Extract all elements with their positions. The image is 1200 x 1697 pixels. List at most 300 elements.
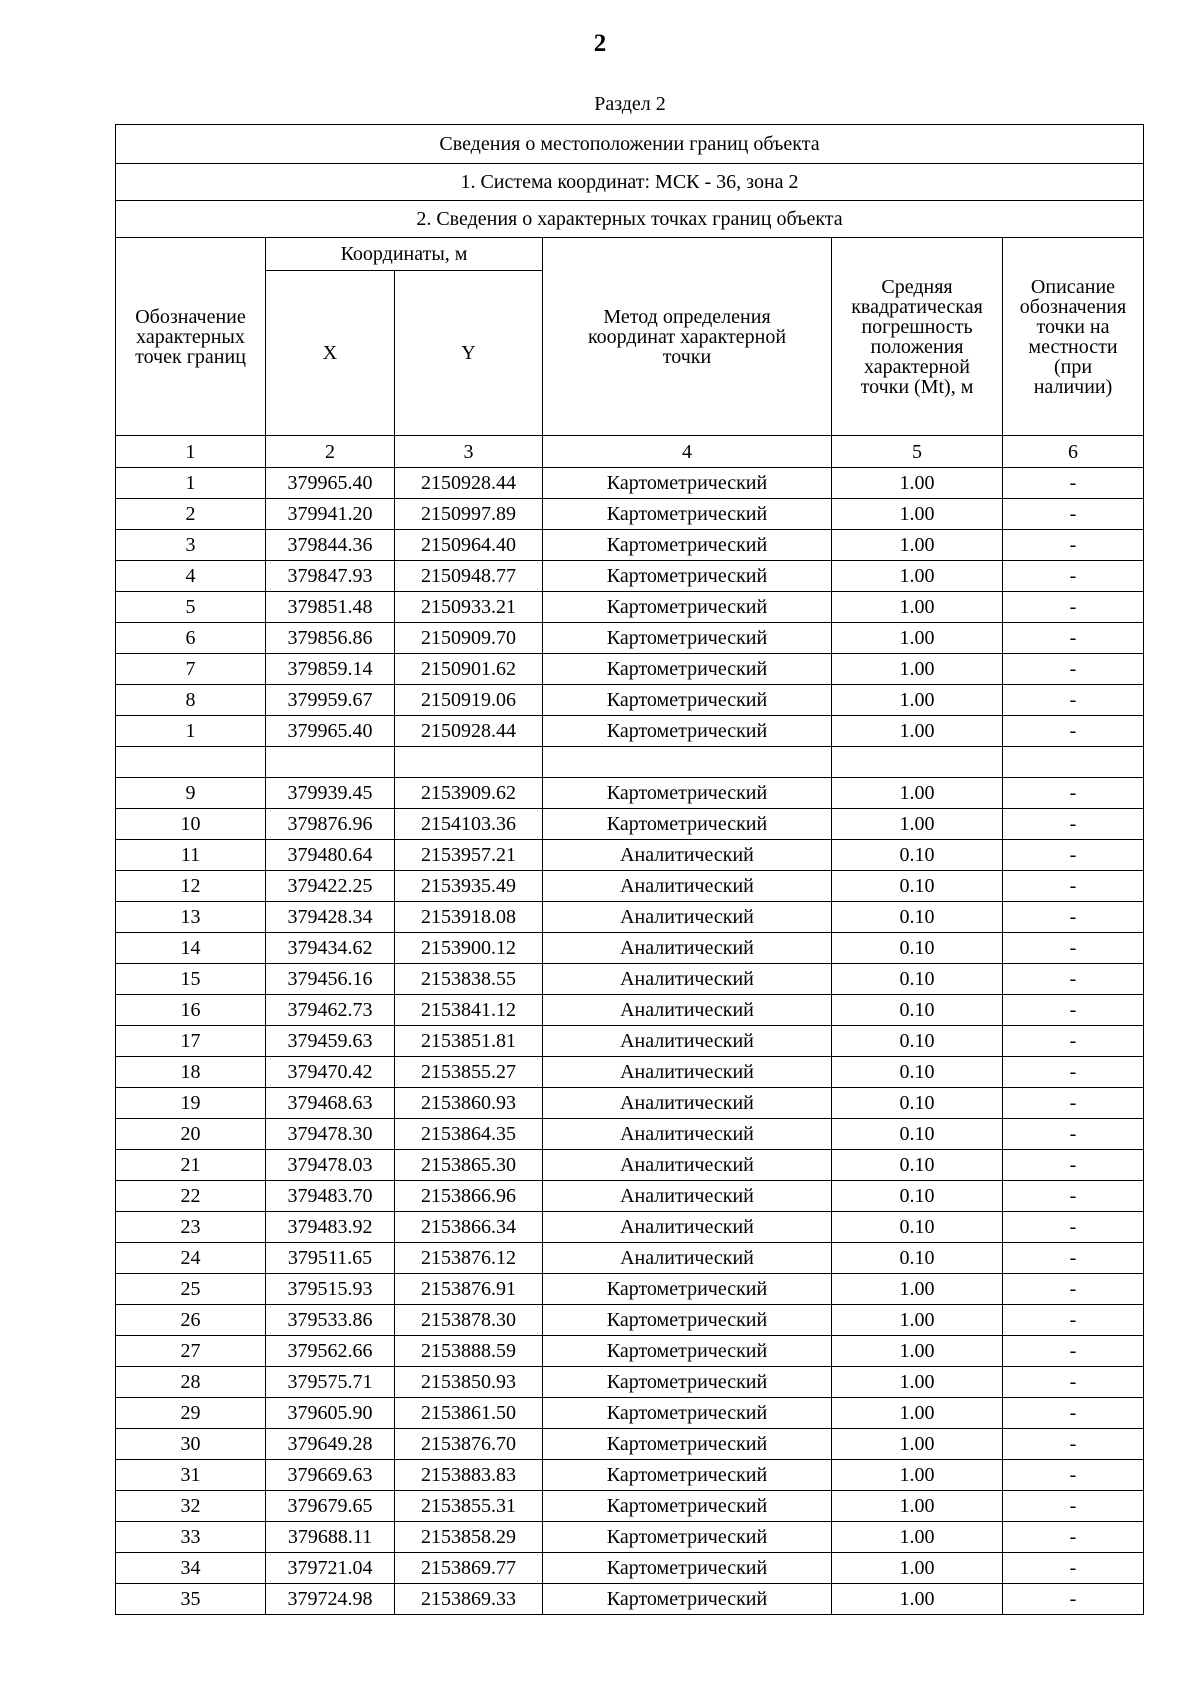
- y-cell: 2153855.27: [395, 1057, 543, 1088]
- table-row: [116, 1088, 1144, 1119]
- table-row: [116, 747, 1144, 778]
- error-cell: 1.00: [832, 716, 1003, 747]
- y-cell: 2153841.12: [395, 995, 543, 1026]
- description-cell: -: [1003, 1553, 1144, 1584]
- header-error-line: Средняя: [881, 275, 953, 298]
- x-cell: 379478.03: [266, 1150, 395, 1181]
- coordinate-system-row: [116, 164, 1144, 201]
- description-cell: -: [1003, 1429, 1144, 1460]
- description-cell: -: [1003, 778, 1144, 809]
- x-cell: 379456.16: [266, 964, 395, 995]
- x-cell: 379959.67: [266, 685, 395, 716]
- header-description-line: обозначения: [1019, 295, 1127, 318]
- page-number: 2: [593, 30, 607, 57]
- point-id-cell: 4: [116, 561, 266, 592]
- description-cell: [1003, 747, 1144, 778]
- point-id-cell: 13: [116, 902, 266, 933]
- x-cell: 379605.90: [266, 1398, 395, 1429]
- error-cell: 1.00: [832, 1336, 1003, 1367]
- description-cell: -: [1003, 623, 1144, 654]
- method-cell: Картометрический: [543, 1522, 832, 1553]
- description-cell: -: [1003, 716, 1144, 747]
- point-id-cell: 31: [116, 1460, 266, 1491]
- description-cell: -: [1003, 1491, 1144, 1522]
- column-number: 1: [116, 436, 266, 468]
- point-id-cell: 18: [116, 1057, 266, 1088]
- point-id-cell: 34: [116, 1553, 266, 1584]
- x-cell: 379851.48: [266, 592, 395, 623]
- error-cell: 0.10: [832, 1212, 1003, 1243]
- x-cell: 379480.64: [266, 840, 395, 871]
- point-id-cell: 32: [116, 1491, 266, 1522]
- table-row: [116, 1367, 1144, 1398]
- y-cell: 2153855.31: [395, 1491, 543, 1522]
- error-cell: 0.10: [832, 933, 1003, 964]
- method-cell: Аналитический: [543, 1119, 832, 1150]
- description-cell: -: [1003, 1088, 1144, 1119]
- point-id-cell: 17: [116, 1026, 266, 1057]
- point-id-cell: 1: [116, 468, 266, 499]
- table-row: [116, 1336, 1144, 1367]
- point-id-cell: 7: [116, 654, 266, 685]
- error-cell: 1.00: [832, 1367, 1003, 1398]
- table-row: [116, 623, 1144, 654]
- description-cell: -: [1003, 1398, 1144, 1429]
- y-cell: 2153838.55: [395, 964, 543, 995]
- y-cell: 2150997.89: [395, 499, 543, 530]
- description-cell: -: [1003, 1584, 1144, 1615]
- y-cell: 2153851.81: [395, 1026, 543, 1057]
- description-cell: -: [1003, 1336, 1144, 1367]
- x-cell: 379470.42: [266, 1057, 395, 1088]
- method-cell: Картометрический: [543, 1584, 832, 1615]
- point-id-cell: 21: [116, 1150, 266, 1181]
- table-row: [116, 964, 1144, 995]
- y-cell: 2153869.77: [395, 1553, 543, 1584]
- points-heading: 2. Сведения о характерных точках границ объекта: [116, 201, 1144, 238]
- point-id-cell: 8: [116, 685, 266, 716]
- error-cell: 1.00: [832, 1305, 1003, 1336]
- point-id-cell: [116, 747, 266, 778]
- description-cell: -: [1003, 1212, 1144, 1243]
- description-cell: -: [1003, 499, 1144, 530]
- header-description-line: местности: [1028, 335, 1118, 358]
- table-row: [116, 685, 1144, 716]
- header-row-1: [116, 238, 1144, 271]
- description-cell: -: [1003, 933, 1144, 964]
- y-cell: 2150901.62: [395, 654, 543, 685]
- table-row: [116, 654, 1144, 685]
- method-cell: Аналитический: [543, 871, 832, 902]
- description-cell: -: [1003, 1367, 1144, 1398]
- y-cell: 2153869.33: [395, 1584, 543, 1615]
- x-cell: [266, 747, 395, 778]
- method-cell: Картометрический: [543, 623, 832, 654]
- description-cell: -: [1003, 530, 1144, 561]
- method-cell: Картометрический: [543, 1491, 832, 1522]
- y-cell: 2153864.35: [395, 1119, 543, 1150]
- table-row: [116, 933, 1144, 964]
- y-cell: 2153918.08: [395, 902, 543, 933]
- x-cell: 379941.20: [266, 499, 395, 530]
- x-cell: 379721.04: [266, 1553, 395, 1584]
- header-coordinates: Координаты, м: [266, 238, 543, 271]
- description-cell: -: [1003, 809, 1144, 840]
- x-cell: 379422.25: [266, 871, 395, 902]
- description-cell: -: [1003, 1026, 1144, 1057]
- method-cell: Аналитический: [543, 1088, 832, 1119]
- header-y: Y: [395, 271, 543, 436]
- method-cell: Картометрический: [543, 592, 832, 623]
- table-row: [116, 871, 1144, 902]
- header-method-line: координат характерной: [587, 325, 787, 348]
- x-cell: 379724.98: [266, 1584, 395, 1615]
- point-id-cell: 35: [116, 1584, 266, 1615]
- method-cell: Аналитический: [543, 1057, 832, 1088]
- method-cell: [543, 747, 832, 778]
- error-cell: 0.10: [832, 1026, 1003, 1057]
- error-cell: 1.00: [832, 561, 1003, 592]
- point-id-cell: 9: [116, 778, 266, 809]
- error-cell: 1.00: [832, 592, 1003, 623]
- method-cell: Картометрический: [543, 530, 832, 561]
- table-row: [116, 1305, 1144, 1336]
- coordinate-system: 1. Система координат: МСК - 36, зона 2: [116, 164, 1144, 201]
- description-cell: -: [1003, 995, 1144, 1026]
- y-cell: 2153876.70: [395, 1429, 543, 1460]
- table-row: [116, 1057, 1144, 1088]
- column-number: 3: [395, 436, 543, 468]
- error-cell: 0.10: [832, 964, 1003, 995]
- method-cell: Картометрический: [543, 685, 832, 716]
- header-designation-line: характерных: [136, 325, 245, 348]
- error-cell: 0.10: [832, 995, 1003, 1026]
- method-cell: Картометрический: [543, 468, 832, 499]
- header-designation: [116, 238, 266, 436]
- error-cell: 0.10: [832, 1057, 1003, 1088]
- column-numbers-row: [116, 436, 1144, 468]
- x-cell: 379575.71: [266, 1367, 395, 1398]
- y-cell: 2153935.49: [395, 871, 543, 902]
- method-cell: Картометрический: [543, 654, 832, 685]
- y-cell: 2150928.44: [395, 468, 543, 499]
- column-number: 4: [543, 436, 832, 468]
- x-cell: 379468.63: [266, 1088, 395, 1119]
- y-cell: 2150928.44: [395, 716, 543, 747]
- column-number: 6: [1003, 436, 1144, 468]
- table-row: [116, 840, 1144, 871]
- table-row: [116, 995, 1144, 1026]
- description-cell: -: [1003, 685, 1144, 716]
- x-cell: 379876.96: [266, 809, 395, 840]
- point-id-cell: 2: [116, 499, 266, 530]
- table-row: [116, 1181, 1144, 1212]
- x-cell: 379462.73: [266, 995, 395, 1026]
- table-row: [116, 1398, 1144, 1429]
- description-cell: -: [1003, 1305, 1144, 1336]
- x-cell: 379562.66: [266, 1336, 395, 1367]
- description-cell: -: [1003, 1522, 1144, 1553]
- header-method-line: Метод определения: [603, 305, 771, 328]
- table-row: [116, 1553, 1144, 1584]
- header-x: X: [266, 271, 395, 436]
- y-cell: 2153876.12: [395, 1243, 543, 1274]
- y-cell: 2153865.30: [395, 1150, 543, 1181]
- point-id-cell: 1: [116, 716, 266, 747]
- y-cell: 2153900.12: [395, 933, 543, 964]
- point-id-cell: 16: [116, 995, 266, 1026]
- header-designation-line: точек границ: [135, 345, 246, 368]
- y-cell: 2153866.34: [395, 1212, 543, 1243]
- table-row: [116, 561, 1144, 592]
- error-cell: 1.00: [832, 809, 1003, 840]
- description-cell: -: [1003, 1057, 1144, 1088]
- header-error-line: положения: [870, 335, 964, 358]
- error-cell: 1.00: [832, 778, 1003, 809]
- x-cell: 379515.93: [266, 1274, 395, 1305]
- y-cell: 2153858.29: [395, 1522, 543, 1553]
- error-cell: 1.00: [832, 468, 1003, 499]
- table-row: [116, 1584, 1144, 1615]
- x-cell: 379649.28: [266, 1429, 395, 1460]
- description-cell: -: [1003, 468, 1144, 499]
- error-cell: 0.10: [832, 1088, 1003, 1119]
- error-cell: 1.00: [832, 623, 1003, 654]
- table-row: [116, 1150, 1144, 1181]
- column-number: 5: [832, 436, 1003, 468]
- table-row: [116, 1026, 1144, 1057]
- description-cell: -: [1003, 840, 1144, 871]
- method-cell: Аналитический: [543, 1026, 832, 1057]
- point-id-cell: 3: [116, 530, 266, 561]
- x-cell: 379679.65: [266, 1491, 395, 1522]
- header-description: [1003, 238, 1144, 436]
- table-row: [116, 1491, 1144, 1522]
- header-error-line: характерной: [864, 355, 970, 378]
- header-error: [832, 238, 1003, 436]
- description-cell: -: [1003, 561, 1144, 592]
- method-cell: Аналитический: [543, 964, 832, 995]
- x-cell: 379965.40: [266, 468, 395, 499]
- point-id-cell: 14: [116, 933, 266, 964]
- error-cell: 1.00: [832, 1274, 1003, 1305]
- description-cell: -: [1003, 654, 1144, 685]
- table-row: [116, 778, 1144, 809]
- table-row: [116, 902, 1144, 933]
- y-cell: 2153860.93: [395, 1088, 543, 1119]
- point-id-cell: 5: [116, 592, 266, 623]
- table-row: [116, 530, 1144, 561]
- error-cell: 1.00: [832, 1553, 1003, 1584]
- table-row: [116, 1119, 1144, 1150]
- table-row: [116, 1212, 1144, 1243]
- error-cell: 1.00: [832, 1491, 1003, 1522]
- header-description-line: (при: [1053, 355, 1093, 378]
- table-row: [116, 1522, 1144, 1553]
- header-method: [543, 238, 832, 436]
- points-heading-row: [116, 201, 1144, 238]
- y-cell: 2150919.06: [395, 685, 543, 716]
- point-id-cell: 20: [116, 1119, 266, 1150]
- error-cell: 0.10: [832, 1243, 1003, 1274]
- method-cell: Картометрический: [543, 1274, 832, 1305]
- point-id-cell: 27: [116, 1336, 266, 1367]
- description-cell: -: [1003, 1119, 1144, 1150]
- description-cell: -: [1003, 1181, 1144, 1212]
- method-cell: Аналитический: [543, 1212, 832, 1243]
- method-cell: Аналитический: [543, 840, 832, 871]
- method-cell: Картометрический: [543, 778, 832, 809]
- table-row: [116, 1429, 1144, 1460]
- point-id-cell: 29: [116, 1398, 266, 1429]
- method-cell: Картометрический: [543, 1305, 832, 1336]
- point-id-cell: 23: [116, 1212, 266, 1243]
- y-cell: 2150909.70: [395, 623, 543, 654]
- y-cell: 2150948.77: [395, 561, 543, 592]
- header-description-line: Описание: [1030, 275, 1116, 298]
- y-cell: 2153888.59: [395, 1336, 543, 1367]
- description-cell: -: [1003, 871, 1144, 902]
- y-cell: 2153850.93: [395, 1367, 543, 1398]
- error-cell: 1.00: [832, 1398, 1003, 1429]
- method-cell: Аналитический: [543, 1150, 832, 1181]
- method-cell: Аналитический: [543, 995, 832, 1026]
- error-cell: 0.10: [832, 840, 1003, 871]
- method-cell: Картометрический: [543, 716, 832, 747]
- y-cell: [395, 747, 543, 778]
- point-id-cell: 19: [116, 1088, 266, 1119]
- y-cell: 2150964.40: [395, 530, 543, 561]
- description-cell: -: [1003, 964, 1144, 995]
- error-cell: 0.10: [832, 902, 1003, 933]
- error-cell: 0.10: [832, 871, 1003, 902]
- x-cell: 379533.86: [266, 1305, 395, 1336]
- description-cell: -: [1003, 1243, 1144, 1274]
- description-cell: -: [1003, 1274, 1144, 1305]
- point-id-cell: 10: [116, 809, 266, 840]
- header-description-line: наличии): [1033, 375, 1113, 398]
- y-cell: 2153909.62: [395, 778, 543, 809]
- point-id-cell: 22: [116, 1181, 266, 1212]
- table-row: [116, 1243, 1144, 1274]
- error-cell: 1.00: [832, 685, 1003, 716]
- y-cell: 2153878.30: [395, 1305, 543, 1336]
- method-cell: Аналитический: [543, 1181, 832, 1212]
- point-id-cell: 25: [116, 1274, 266, 1305]
- section-title: Раздел 2: [594, 93, 666, 115]
- point-id-cell: 33: [116, 1522, 266, 1553]
- point-id-cell: 15: [116, 964, 266, 995]
- point-id-cell: 30: [116, 1429, 266, 1460]
- error-cell: 1.00: [832, 1429, 1003, 1460]
- y-cell: 2150933.21: [395, 592, 543, 623]
- error-cell: 1.00: [832, 1522, 1003, 1553]
- x-cell: 379847.93: [266, 561, 395, 592]
- description-cell: -: [1003, 1150, 1144, 1181]
- header-error-line: точки (Mt), м: [860, 375, 974, 398]
- y-cell: 2153866.96: [395, 1181, 543, 1212]
- error-cell: 0.10: [832, 1181, 1003, 1212]
- point-id-cell: 6: [116, 623, 266, 654]
- error-cell: 1.00: [832, 499, 1003, 530]
- description-cell: -: [1003, 592, 1144, 623]
- error-cell: 1.00: [832, 530, 1003, 561]
- error-cell: 1.00: [832, 654, 1003, 685]
- table-row: [116, 499, 1144, 530]
- x-cell: 379428.34: [266, 902, 395, 933]
- x-cell: 379856.86: [266, 623, 395, 654]
- x-cell: 379688.11: [266, 1522, 395, 1553]
- description-cell: -: [1003, 1460, 1144, 1491]
- error-cell: 0.10: [832, 1119, 1003, 1150]
- header-designation-line: Обозначение: [135, 305, 246, 328]
- error-cell: 1.00: [832, 1584, 1003, 1615]
- table-row: [116, 1274, 1144, 1305]
- method-cell: Картометрический: [543, 1429, 832, 1460]
- point-id-cell: 11: [116, 840, 266, 871]
- x-cell: 379483.70: [266, 1181, 395, 1212]
- column-number: 2: [266, 436, 395, 468]
- header-description-line: точки на: [1036, 315, 1110, 338]
- method-cell: Картометрический: [543, 1367, 832, 1398]
- header-method-line: точки: [662, 345, 712, 368]
- table-row: [116, 809, 1144, 840]
- y-cell: 2153883.83: [395, 1460, 543, 1491]
- table-row: [116, 592, 1144, 623]
- point-id-cell: 24: [116, 1243, 266, 1274]
- header-error-line: квадратическая: [851, 295, 983, 318]
- table-row: [116, 468, 1144, 499]
- error-cell: 1.00: [832, 1460, 1003, 1491]
- method-cell: Аналитический: [543, 933, 832, 964]
- error-cell: [832, 747, 1003, 778]
- method-cell: Картометрический: [543, 499, 832, 530]
- error-cell: 0.10: [832, 1150, 1003, 1181]
- method-cell: Аналитический: [543, 902, 832, 933]
- x-cell: 379859.14: [266, 654, 395, 685]
- method-cell: Картометрический: [543, 809, 832, 840]
- x-cell: 379483.92: [266, 1212, 395, 1243]
- x-cell: 379669.63: [266, 1460, 395, 1491]
- point-id-cell: 12: [116, 871, 266, 902]
- method-cell: Картометрический: [543, 1336, 832, 1367]
- point-id-cell: 28: [116, 1367, 266, 1398]
- table-title: Сведения о местоположении границ объекта: [116, 125, 1144, 164]
- x-cell: 379511.65: [266, 1243, 395, 1274]
- x-cell: 379939.45: [266, 778, 395, 809]
- table-row: [116, 1460, 1144, 1491]
- y-cell: 2153861.50: [395, 1398, 543, 1429]
- method-cell: Картометрический: [543, 561, 832, 592]
- table-title-row: [116, 125, 1144, 164]
- x-cell: 379478.30: [266, 1119, 395, 1150]
- x-cell: 379434.62: [266, 933, 395, 964]
- y-cell: 2154103.36: [395, 809, 543, 840]
- y-cell: 2153876.91: [395, 1274, 543, 1305]
- x-cell: 379965.40: [266, 716, 395, 747]
- boundary-points-table: [115, 124, 1144, 1615]
- method-cell: Картометрический: [543, 1460, 832, 1491]
- method-cell: Картометрический: [543, 1553, 832, 1584]
- header-error-line: погрешность: [861, 315, 973, 338]
- method-cell: Аналитический: [543, 1243, 832, 1274]
- x-cell: 379844.36: [266, 530, 395, 561]
- point-id-cell: 26: [116, 1305, 266, 1336]
- table-row: [116, 716, 1144, 747]
- y-cell: 2153957.21: [395, 840, 543, 871]
- method-cell: Картометрический: [543, 1398, 832, 1429]
- x-cell: 379459.63: [266, 1026, 395, 1057]
